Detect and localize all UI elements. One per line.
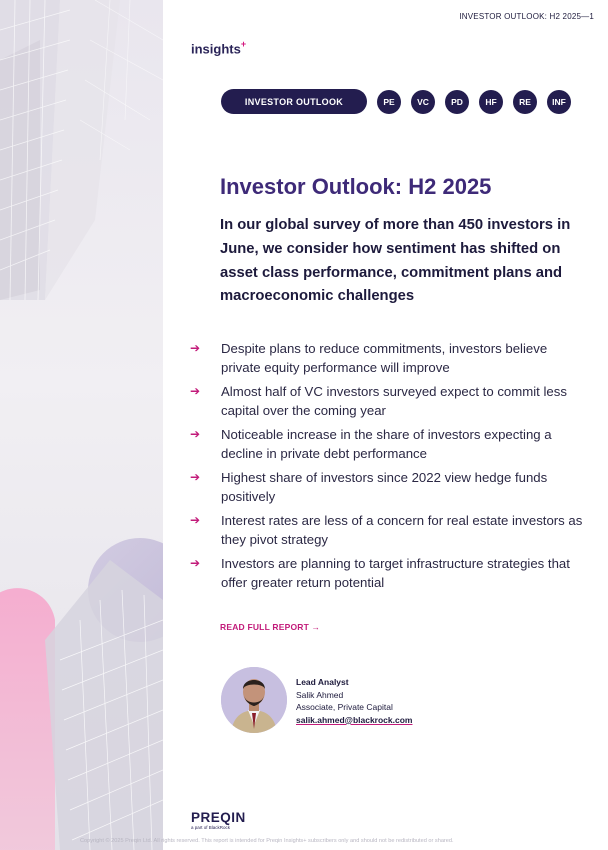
analyst-email-link[interactable]: salik.ahmed@blackrock.com xyxy=(296,714,413,725)
list-item xyxy=(190,468,590,506)
list-item-text: Noticeable increase in the share of investors expecting a decline in private debt performance xyxy=(221,427,552,461)
lead-paragraph: In our global survey of more than 450 investors in June, we consider how sentiment has shifted on asset class performance, commitment plans and macroeconomic challenges xyxy=(220,217,571,305)
analyst-role: Associate, Private Capital xyxy=(296,702,393,713)
arrow-right-icon: ➔ xyxy=(190,556,201,570)
chip-re[interactable]: RE xyxy=(513,90,537,114)
key-findings-list xyxy=(190,339,590,597)
copyright-notice: Copyright © 2025 Preqin Ltd. All rights reserved. This report is intended for Preqin Insights+ subscribers only and should not be redistributed or shared. xyxy=(80,838,454,844)
insights-logo xyxy=(191,40,246,56)
asset-class-chips xyxy=(377,90,571,114)
list-item-text: Almost half of VC investors surveyed expect to commit less capital over the coming year xyxy=(221,384,567,418)
brand-plus-mark: + xyxy=(240,39,247,49)
analyst-details xyxy=(296,676,412,726)
read-full-report-link[interactable]: READ FULL REPORT → xyxy=(220,622,321,632)
list-item-text: Interest rates are less of a concern for real estate investors as they pivot strategy xyxy=(221,513,583,547)
analyst-name: Salik Ahmed xyxy=(296,689,344,700)
preqin-wordmark: PREQIN xyxy=(191,810,246,825)
analyst-photo xyxy=(221,667,287,733)
list-item xyxy=(190,339,590,377)
list-item xyxy=(190,382,590,420)
chip-vc[interactable]: VC xyxy=(411,90,435,114)
list-item xyxy=(190,425,590,463)
analyst-avatar xyxy=(221,667,287,733)
page-reference: INVESTOR OUTLOOK: H2 2025—1 xyxy=(459,12,594,21)
investor-outlook-tag[interactable]: INVESTOR OUTLOOK xyxy=(221,89,367,114)
list-item xyxy=(190,554,590,592)
building-graphic xyxy=(0,0,163,850)
analyst-heading: Lead Analyst xyxy=(296,677,349,687)
chip-pe[interactable]: PE xyxy=(377,90,401,114)
arrow-right-icon: ➔ xyxy=(190,341,201,355)
chip-pd[interactable]: PD xyxy=(445,90,469,114)
list-item xyxy=(190,511,590,549)
list-item-text: Despite plans to reduce commitments, investors believe private equity performance will improve xyxy=(221,341,548,375)
arrow-right-icon: ➔ xyxy=(190,427,201,441)
preqin-tagline: a part of BlackRock xyxy=(191,825,231,830)
arrow-right-icon: ➔ xyxy=(190,384,201,398)
chip-hf[interactable]: HF xyxy=(479,90,503,114)
list-item-text: Investors are planning to target infrastructure strategies that offer greater return potential xyxy=(221,556,570,590)
brand-name: insights xyxy=(191,41,241,57)
preqin-logo xyxy=(191,810,246,830)
arrow-right-icon: ➔ xyxy=(190,513,201,527)
page-title: Investor Outlook: H2 2025 xyxy=(220,174,492,199)
list-item-text: Highest share of investors since 2022 view hedge funds positively xyxy=(221,470,548,504)
arrow-right-icon: ➔ xyxy=(190,470,201,484)
cover-image-panel xyxy=(0,0,163,850)
chip-inf[interactable]: INF xyxy=(547,90,571,114)
